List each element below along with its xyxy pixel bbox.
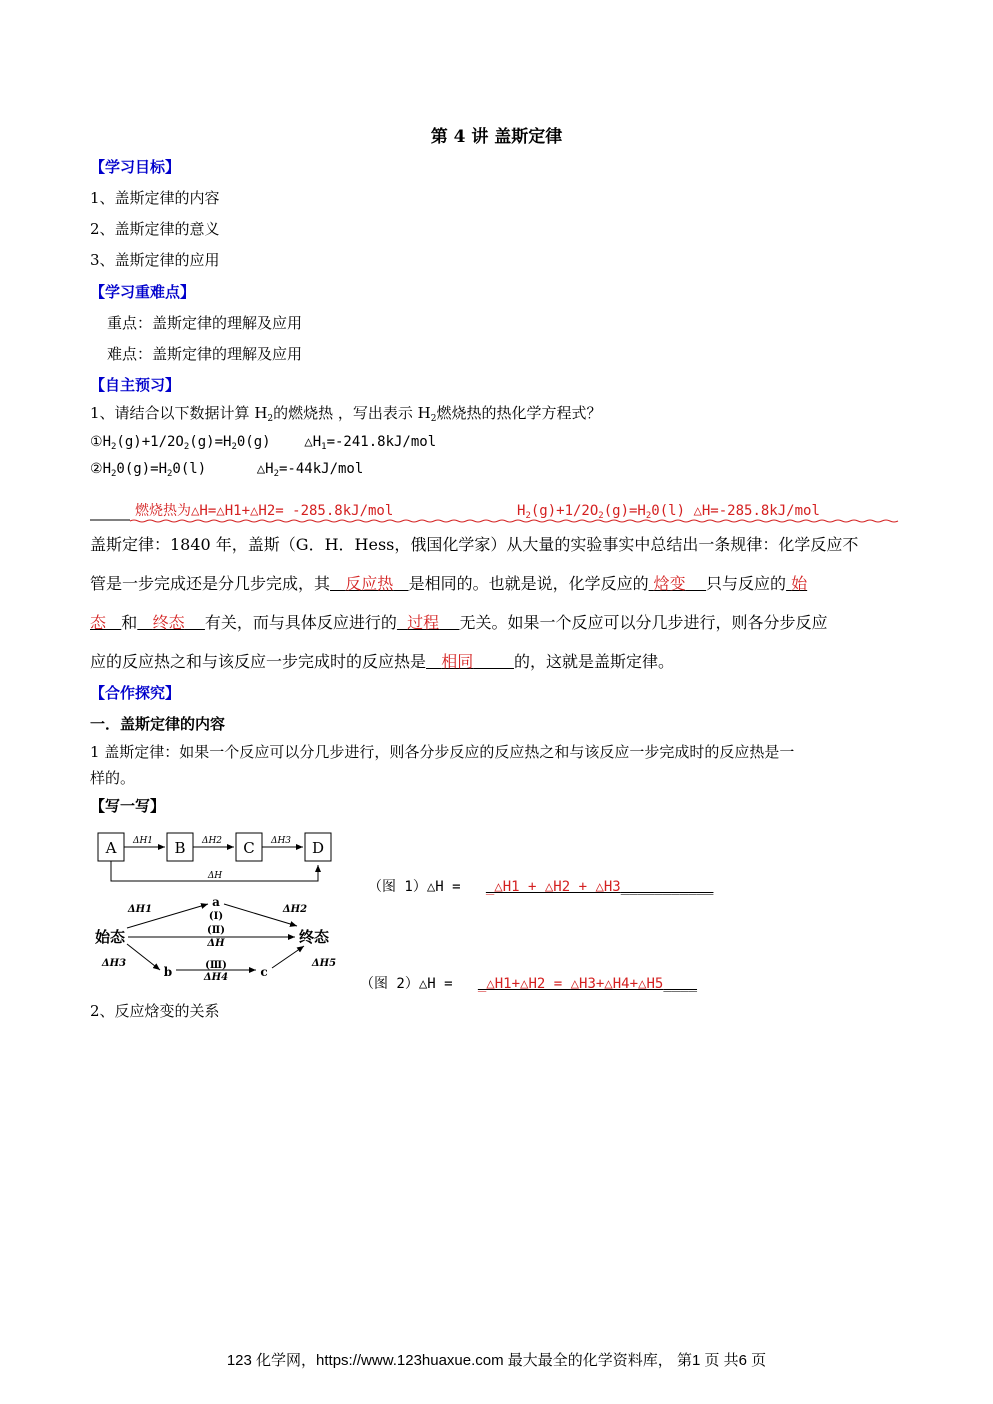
box-c-label: C xyxy=(243,839,255,857)
preview-question: 1、请结合以下数据计算 $H_2$的燃烧热 ，写出表示 $H_2$燃烧热的热化学方程式？ xyxy=(90,404,602,424)
dh1-label: ΔH1 xyxy=(127,904,153,915)
dh-label: ΔH xyxy=(207,938,225,949)
dh2-label: ΔH2 xyxy=(282,904,308,915)
dh-label: ΔH xyxy=(207,871,223,881)
hess-paragraph-line: 应的反应热之和与该反应一步完成时的反应热是 相同 的，这就是盖斯定律。 xyxy=(90,652,674,671)
page-footer: 123 化学网，https://www.123huaxue.com 最大最全的化学资料库， 第1 页 共6 页 xyxy=(226,1352,767,1369)
blank-process: 过程 xyxy=(407,613,440,632)
dh1-label: ΔH1 xyxy=(132,836,154,846)
route-2-label: (Ⅱ) xyxy=(207,925,225,936)
dh3-label: ΔH3 xyxy=(270,836,292,846)
box-a-label: A xyxy=(105,839,117,857)
box-d-label: D xyxy=(311,839,325,857)
figure-2-answer-line: （图 2）△H = _△H1+△H2 = △H3+△H4+△H5____ xyxy=(360,976,698,992)
section-preview: 【自主预习】 xyxy=(90,376,181,394)
goal-item: 3、盖斯定律的应用 xyxy=(90,251,220,269)
dh2-label: ΔH2 xyxy=(201,836,223,846)
answer-underline xyxy=(90,519,903,523)
hess-paragraph-line: 管是一步完成还是分几步完成，其 反应热 是相同的。也就是说，化学反应的 焓变 只与反应的 始 xyxy=(90,574,808,593)
start-state-label: 始态 xyxy=(95,928,126,946)
hess-paragraph-line: 态 和 终态 有关，而与具体反应进行的 过程 无关。如果一个反应可以分几步进行，则各分步反应 xyxy=(90,613,828,632)
dh4-label: ΔH4 xyxy=(203,972,229,982)
item-enthalpy-relation: 2、反应焓变的关系 xyxy=(90,1002,220,1020)
answer-thermo-equation: $H_2(g)+1/2O_2(g)=H_20(l)$ △H=-285.8kJ/mol xyxy=(517,503,820,521)
figure-2-answer: _△H1+△H2 = △H3+△H4+△H5 xyxy=(477,976,664,992)
blank-final-state: 终态 xyxy=(152,613,185,632)
blank-same: 相同 xyxy=(441,652,474,671)
blank-initial-state: 态 xyxy=(90,613,107,632)
intermediate-b: b xyxy=(163,965,173,979)
dh5-label: ΔH5 xyxy=(311,958,337,969)
intermediate-c: c xyxy=(260,965,268,979)
key-point: 重点：盖斯定律的理解及应用 xyxy=(107,314,303,332)
page-title: 第 4 讲 盖斯定律 xyxy=(430,127,563,147)
difficulty-point: 难点：盖斯定律的理解及应用 xyxy=(107,345,303,363)
figure-1-diagram xyxy=(95,825,340,887)
section-explore: 【合作探究】 xyxy=(90,684,181,702)
equation-1: $①H_2(g)+1/2O_2(g)=H_20(g)$ $\triangle H_1=-241.8kJ$/mol xyxy=(90,434,437,452)
equation-2: $②H_20(g)=H_20(l)$ $\triangle H_2=-44kJ$/mol xyxy=(90,461,364,479)
section-key-points: 【学习重难点】 xyxy=(90,283,196,301)
section-write: 【写一写】 xyxy=(90,797,166,815)
figure-2-diagram xyxy=(92,890,357,982)
end-state-label: 终态 xyxy=(299,928,330,946)
hess-definition: 样的。 xyxy=(90,769,136,787)
goal-item: 1、盖斯定律的内容 xyxy=(90,189,220,207)
figure-1-answer-line: （图 1）△H = _△H1 + △H2 + △H3___________ xyxy=(368,879,714,895)
figure-1-answer: _△H1 + △H2 + △H3 xyxy=(485,879,621,895)
blank-enthalpy-change: 焓变 xyxy=(653,574,686,593)
blank-reaction-heat: 反应热 xyxy=(345,574,394,593)
answer-combustion-heat: 燃烧热为△H=△H1+△H2= -285.8kJ/mol xyxy=(135,503,394,519)
box-b-label: B xyxy=(174,839,186,857)
goal-item: 2、盖斯定律的意义 xyxy=(90,220,220,238)
route-1-label: (Ⅰ) xyxy=(208,911,224,922)
section-goals: 【学习目标】 xyxy=(90,158,181,176)
intermediate-a: a xyxy=(212,895,220,909)
section-one-heading: 一．盖斯定律的内容 xyxy=(90,715,226,733)
hess-paragraph-line: 盖斯定律：1840 年，盖斯（G．H．Hess，俄国化学家）从大量的实验事实中总结出一条规律：化学反应不 xyxy=(90,535,859,554)
dh3-label: ΔH3 xyxy=(101,958,127,969)
route-3-label: (Ⅲ) xyxy=(205,960,227,971)
hess-definition: 1 盖斯定律：如果一个反应可以分几步进行，则各分步反应的反应热之和与该反应一步完成时的反应热是一 xyxy=(90,743,795,761)
